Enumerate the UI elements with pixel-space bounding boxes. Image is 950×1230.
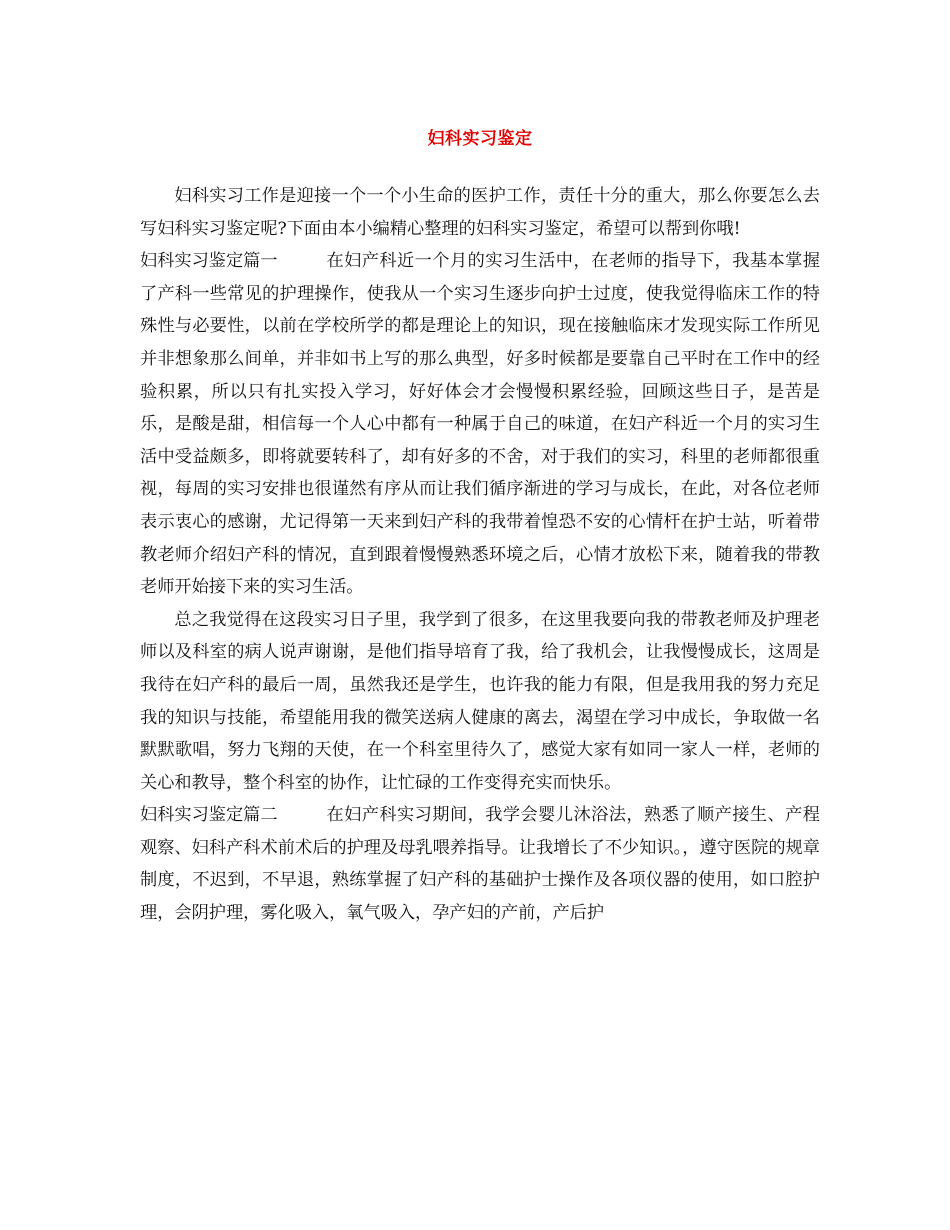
document-page bbox=[140, 0, 820, 1230]
section-1-text-1: 在妇产科近一个月的实习生活中，在老师的指导下，我基本掌握了产科一些常见的护理操作，使我从一个实习生逐步向护士过度，使我觉得临床工作的特殊性与必要性，以前在学校所学的都是理论上的知识，现在接触临床才发现实际工作所见并非想象那么间单，并非如书上写的那么典型，好多时候都是要靠自己平时在工作中的经验积累，所以只有扎实投入学习，好好体会才会慢慢积累经验，回顾这些日子，是苦是乐，是酸是甜，相信每一个人心中都有一种属于自己的味道，在妇产科近一个月的实习生活中受益颇多，即将就要转科了，却有好多的不舍，对于我们的实习，科里的老师都很重视，每周的实习安排也很谨然有序从而让我们循序渐进的学习与成长，在此，对各位老师表示衷心的感谢，尤记得第一天来到妇产科的我带着惶恐不安的心情杆在护士站，听着带教老师介绍妇产科的情况，直到跟着慢慢熟悉环境之后，心情才放松下来，随着我的带教老师开始接下来的实习生活。 bbox=[140, 251, 820, 598]
document-body bbox=[140, 180, 820, 930]
section-2-paragraph-1 bbox=[140, 799, 820, 929]
section-2-text-1: 在妇产科实习期间，我学会婴儿沐浴法，熟悉了顺产接生、产程观察、妇科产科术前术后的护理及母乳喂养指导。让我增长了不少知识。，遵守医院的规章制度，不迟到，不早退，熟练掌握了妇产科的基础护士操作及各项仪器的使用，如口腔护理，会阴护理，雾化吸入，氧气吸入，孕产妇的产前，产后护 bbox=[140, 805, 820, 924]
section-1-paragraph-2: 总之我觉得在这段实习日子里，我学到了很多，在这里我要向我的带教老师及护理老师以及科室的病人说声谢谢，是他们指导培育了我，给了我机会，让我慢慢成长，这周是我待在妇产科的最后一周，虽然我还是学生，也许我的能力有限，但是我用我的努力充足我的知识与技能，希望能用我的微笑送病人健康的离去，渴望在学习中成长，争取做一名默默歌唱，努力飞翔的天使，在一个科室里待久了，感觉大家有如同一家人一样，老师的关心和教导，整个科室的协作，让忙碌的工作变得充实而快乐。 bbox=[140, 609, 820, 793]
section-1-paragraph-1 bbox=[140, 245, 820, 604]
section-1-heading: 妇科实习鉴定篇一 bbox=[140, 251, 278, 272]
section-2-heading: 妇科实习鉴定篇二 bbox=[140, 805, 278, 826]
document-title: 妇科实习鉴定 bbox=[427, 129, 533, 149]
intro-paragraph: 妇科实习工作是迎接一个一个小生命的医护工作，责任十分的重大，那么你要怎么去写妇科实习鉴定呢?下面由本小编精心整理的妇科实习鉴定，希望可以帮到你哦! bbox=[140, 186, 820, 239]
